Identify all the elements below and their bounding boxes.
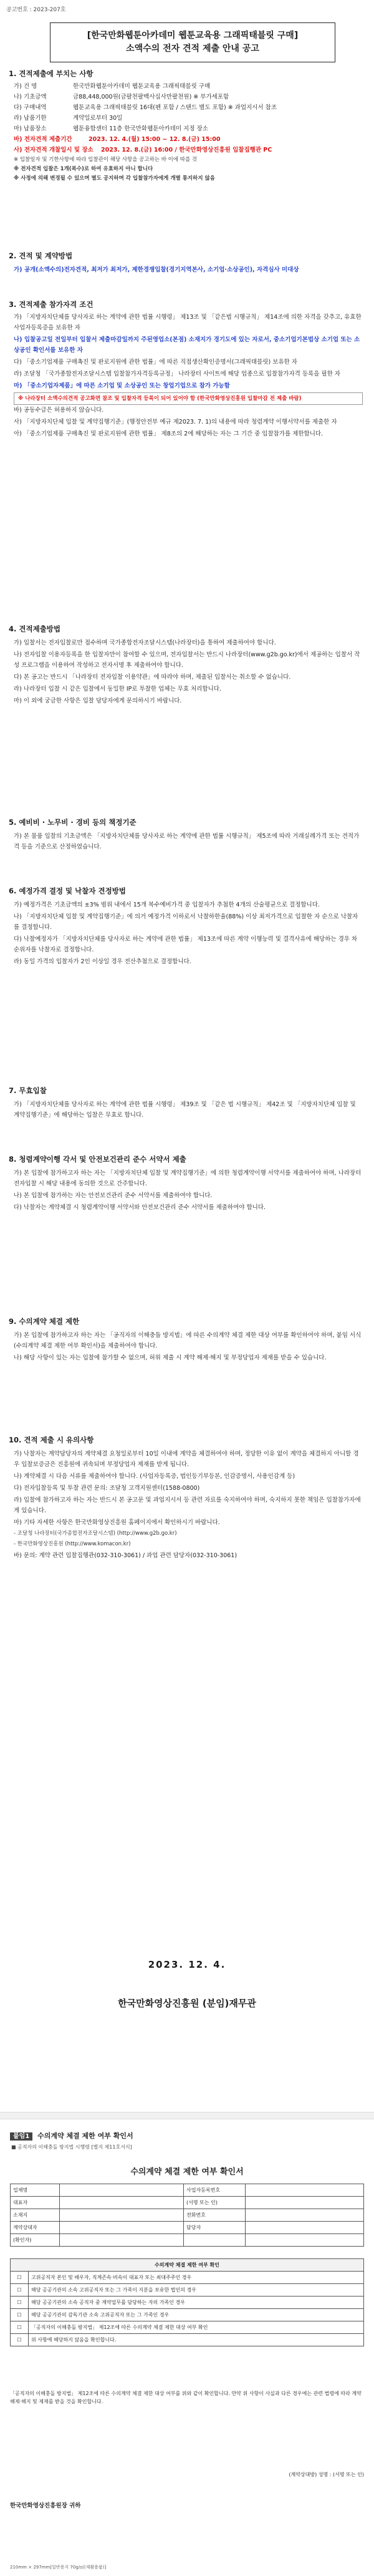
section7-heading: 7. 무효입찰	[9, 1086, 47, 1095]
page-separator	[0, 2112, 374, 2119]
notice-date: 2023. 12. 4.	[148, 1959, 226, 1970]
table-row: 수의계약 체결 제한 여부 확인	[11, 2259, 364, 2272]
sec3-para: 마) 「중소기업자제품」에 따른 소기업 및 소상공인 또는 창업기업으로 참가 가능함	[14, 382, 230, 389]
sec9-para: 나) 해당 사항이 있는 자는 입찰에 참가할 수 없으며, 허위 제출 시 계약 해제·해지 및 부정당업자 제재를 받을 수 있습니다.	[14, 1354, 327, 1361]
section7-text: 가) 「지방자치단체를 당사자로 하는 계약에 관한 법률 시행령」 제39조 및 「같은 법 시행규칙」 제42조 및 「지방자치단체 입찰 및 계약집행기준」에 해당하는 입찰은 무효로 합니다.	[14, 1101, 356, 1119]
section6-body	[14, 900, 363, 968]
sec3-para: 나) 입찰공고일 전일부터 입찰서 제출마감일까지 주된영업소(본점) 소재지가 경기도에 있는 자로서, 중소기업기본법상 소기업 또는 소상공인 확인서를 보유한 자	[14, 336, 360, 354]
form-signature-line: (계약상대방) 성명 : (서명 또는 인)	[289, 2472, 364, 2477]
section10-heading: 10. 견적 제출 시 유의사항	[9, 1436, 94, 1444]
sec1-row-opening: 사) 전자견적 개찰일시 및 장소 2023. 12. 8.(금) 16:00 / 한국만화영상진흥원 입찰집행관 PC	[14, 147, 272, 153]
table-row: (확인자)	[11, 2234, 364, 2247]
sec8-para: 가) 본 입찰에 참가하고자 하는 자는 「지방자치단체 입찰 및 계약집행기준」에 의한 청렴계약이행 서약서를 제출하여야 하며, 나라장터 전자입찰 시 해당 내용에 동의한 것으로 간주합니다.	[14, 1170, 362, 1187]
section10-body	[14, 1449, 363, 1562]
section6-heading: 6. 예정가격 결정 및 낙찰자 견정방법	[9, 887, 126, 895]
attachment-heading	[10, 2131, 133, 2141]
sec10-link: - 조달청 나라장터(국가종합전자조달시스템) (http://www.g2b.go.kr)	[14, 1530, 177, 1537]
attachment-title: 수의계약 체결 제한 여부 확인서	[37, 2132, 133, 2140]
form-note: 「공직자의 이해충돌 방지법」 제12조에 따른 수의계약 체결 제한 대상 여부를 위와 같이 확인합니다. 만약 위 사항이 사실과 다른 경우에는 관련 법령에 따라 계약 해제·해지 및 제재를 받을 것을 확인합니다.	[10, 2391, 362, 2404]
table-row: ☐ 위 사항에 해당하지 않음을 확인합니다.	[11, 2334, 364, 2346]
sec1-row-deadline: 바) 전자견적 제출기간 2023. 12. 4.(월) 15:00 ~ 12. 8.(금) 15:00	[14, 136, 221, 143]
section1-body	[14, 81, 363, 183]
sec1-row: 라) 납품기한 계약일로부터 30일	[14, 115, 123, 122]
sec10-para: 라) 입찰에 참가하고자 하는 자는 반드시 본 공고문 및 과업지시서 등 관련 자료를 숙지하여야 하며, 숙지하지 못한 책임은 입찰참가자에게 있습니다.	[14, 1497, 361, 1514]
sec10-para: 나) 계약체결 시 다음 서류를 제출하여야 합니다. (사업자등록증, 법인등기부등본, 인감증명서, 사용인감계 등)	[14, 1473, 295, 1480]
sec3-para: 가) 「지방자치단체를 당사자로 하는 계약에 관한 법률 시행령」 제13조 및 「같은법 시행규칙」 제14조에 의한 자격을 갖추고, 유효한 사업자등록증을 보유한 자	[14, 314, 362, 331]
attachment-tag: 붙임1	[10, 2132, 32, 2141]
section1-heading: 1. 견적제출에 부치는 사항	[9, 69, 94, 78]
sec1-note: ※ 사정에 의해 변경될 수 있으며 별도 공지하며 각 입찰참가자에게 개별 통지하지 않음	[14, 175, 215, 182]
form-info-table	[10, 2184, 364, 2247]
form-addressee: 한국만화영상진흥원장 귀하	[10, 2502, 81, 2509]
form-title: 수의계약 체결 제한 여부 확인서	[130, 2167, 244, 2177]
sec3-para: 다) 「중소기업제품 구매촉진 및 판로지원에 관한 법률」에 따른 직접생산확인증명서(그래픽태블릿) 보유한 자	[14, 359, 297, 366]
table-row: ☐ 해당 공공기관의 소속 고위공직자 또는 그 가족이 지분을 보유한 법인의 경우	[11, 2284, 364, 2297]
sec4-para: 라) 나라장터 입찰 시 같은 입찰에서 동일한 IP로 투찰한 업체는 무효 처리합니다.	[14, 686, 221, 693]
section4-body	[14, 638, 363, 707]
sec4-para: 마) 이 외에 궁금한 사항은 입찰 담당자에게 문의하시기 바랍니다.	[14, 697, 182, 704]
sec1-row: 다) 구매내역 웹툰교육용 그래픽태블릿 16대(펜 포함 / 스탠드 별도 포함) ※ 과업지시서 참조	[14, 104, 277, 111]
table-row: 계약상대자 담당자	[11, 2222, 364, 2234]
section2-heading: 2. 견적 및 계약방법	[9, 251, 73, 260]
section3-body	[14, 312, 363, 440]
sec8-para: 나) 본 입찰에 참가하는 자는 안전보건관리 준수 서약서를 제출하여야 합니다.	[14, 1192, 213, 1199]
sec6-para: 라) 동일 가격의 입찰자가 2인 이상일 경우 전산추첨으로 결정합니다.	[14, 958, 191, 965]
section9-heading: 9. 수의계약 체결 제한	[9, 1317, 80, 1326]
checkbox[interactable]: ☐	[11, 2334, 29, 2346]
sec8-para: 다) 낙찰자는 계약체결 시 청렴계약이행 서약서와 안전보건관리 준수 서약서를 제출하여야 합니다.	[14, 1204, 266, 1211]
table-row: ☐ 「공직자의 이해충돌 방지법」 제12조에 따른 수의계약 체결 제한 대상 여부 확인	[11, 2321, 364, 2334]
section3-heading: 3. 견적제출 참가자격 조건	[9, 300, 94, 309]
sec4-para: 다) 본 공고는 반드시 「나라장터 전자입찰 이용약관」에 따라야 하며, 제출된 입찰서는 취소할 수 없습니다.	[14, 674, 291, 681]
table-row: 소재지 전화번호	[11, 2209, 364, 2222]
form-check-table	[10, 2258, 364, 2346]
table-row: ☐ 해당 공공기관의 소속 공직자 중 계약업무를 담당하는 자의 가족인 경우	[11, 2297, 364, 2309]
sec6-para: 나) 「지방자치단체 입찰 및 계약집행기준」에 의거 예정가격 이하로서 낙찰하한율(88%) 이상 최저가격으로 입찰한 자 순으로 낙찰자를 결정합니다.	[14, 913, 358, 931]
section2-item: 가) 공개(소액수의)전자견적, 최저가 최저가, 제한경쟁입찰(경기지역본사, 소기업·소상공인), 자격심사 미대상	[14, 266, 299, 273]
sec1-note: ※ 전자견적 입찰은 1개(복수)로 하여 유효하지 아니 합니다	[14, 166, 153, 172]
sec4-para: 가) 입찰서는 전자입찰로만 접수하며 국가종합전자조달시스템(나라장터)을 통하여 제출하여야 합니다.	[14, 639, 276, 646]
section4-heading: 4. 견적제출방법	[9, 625, 61, 633]
section9-body	[14, 1330, 363, 1364]
title-line2: 소액수의 전자 견적 제출 안내 공고	[126, 44, 259, 54]
sec10-para: 다) 전자입찰등록 및 투찰 관련 문의: 조달청 고객지원센터(1588-0800)	[14, 1485, 200, 1492]
section8-heading: 8. 청렴계약이행 각서 및 안전보건관리 준수 서약서 제출	[9, 1155, 186, 1164]
checkbox[interactable]: ☐	[11, 2272, 29, 2284]
sec10-contact: 바) 문의: 계약 관련 입찰집행관(032-310-3061) / 과업 관련 담당자(032-310-3061)	[14, 1552, 237, 1559]
form-footer: 210mm × 297mm[일반용지 70g/㎡(재활용품)]	[10, 2565, 107, 2570]
sec3-para: 아) 「중소기업제품 구매촉진 및 판로지원에 관한 법률」 제8조의 2에 해당하는 자는 그 기간 중 입찰참가를 제한합니다.	[14, 430, 324, 437]
title-line1: [한국만화웹툰아카데미 웹툰교육용 그래픽태블릿 구매]	[87, 31, 299, 41]
sec1-row: 마) 납품장소 웹툰융합센터 11층 한국만화웹툰아카데미 지정 장소	[14, 125, 208, 132]
table-row: ☐ 해당 공공기관의 감독기관 소속 고위공직자 또는 그 가족인 경우	[11, 2309, 364, 2321]
sec10-para: 가) 낙찰자는 계약담당자의 계약체결 요청일로부터 10일 이내에 계약을 체결하여야 하며, 정당한 이유 없이 계약을 체결하지 아니할 경우 입찰보증금은 진흥원에 귀속되며 부정당업자 제재를 받게 됩니다.	[14, 1451, 359, 1468]
sec3-para: 사) 「지방자치단체 입찰 및 계약집행기준」(행정안전부 예규 제2023. 7. 1)의 내용에 따라 청렴계약 이행서약서를 제출한 자	[14, 419, 337, 425]
checkbox[interactable]: ☐	[11, 2321, 29, 2334]
sec3-para: 라) 조달청 「국가종합전자조달시스템 입찰참가자격등록규정」 나라장터 사이트에 해당 업종으로 입찰참가자격 등록을 필한 자	[14, 371, 340, 377]
issuing-org: 한국만화영상진흥원 (분임)재무관	[118, 1998, 256, 2009]
checkbox[interactable]: ☐	[11, 2297, 29, 2309]
checkbox[interactable]: ☐	[11, 2309, 29, 2321]
form-legal-ref: ■ 공직자의 이해충돌 방지법 시행령 [별지 제11호서식]	[11, 2144, 132, 2150]
sec1-row: 나) 기초금액 금88,448,000원(금팔천팔백사십사만팔천원) ※ 부가세포함	[14, 94, 229, 100]
sec10-para: 마) 기타 자세한 사항은 한국만화영상진흥원 홈페이지에서 확인하시기 바랍니다.	[14, 1519, 220, 1526]
notice-title-box	[50, 22, 335, 62]
sec6-para: 다) 낙찰예정자가 「지방자치단체를 당사자로 하는 계약에 관한 법률」 제13조에 따른 계약 이행능력 및 결격사유에 해당하는 경우 차순위자를 낙찰자로 결정합니다.	[14, 936, 358, 953]
sec1-row: 가) 건 명 한국만화웹툰아카데미 웹툰교육용 그래픽태블릿 구매	[14, 83, 211, 90]
checkbox[interactable]: ☐	[11, 2284, 29, 2297]
section5-text: 가) 본 물품 입찰의 기초금액은 「지방자치단체를 당사자로 하는 계약에 관한 법률 시행규칙」 제5조에 따라 거래실례가격 또는 견적가격 등을 기준으로 산정하였습니다.	[14, 833, 360, 850]
section5-heading: 5. 예비비 · 노무비 · 경비 등의 책정기준	[9, 818, 137, 827]
sec10-link: - 한국만화영상진흥원 (http://www.komacon.kr)	[14, 1541, 131, 1547]
sec6-para: 가) 예정가격은 기초금액의 ±3% 범위 내에서 15개 복수예비가격 중 입찰자가 추첨한 4개의 산술평균으로 결정합니다.	[14, 902, 320, 908]
table-row: 업체명 사업자등록번호	[11, 2184, 364, 2197]
sec1-note: ※ 입찰일자 및 기한사항에 따라 입찰관이 해당 사항을 공고하는 바 이에 따를 것	[14, 157, 198, 163]
table-row: ☐ 고위공직자 본인 및 배우자, 직계존속·비속이 대표자 또는 최대주주인 경우	[11, 2272, 364, 2284]
sec3-para: 바) 공동수급은 허용하지 않습니다.	[14, 407, 104, 414]
section8-body	[14, 1168, 363, 1214]
notice-number: 공고번호 : 2023-207호	[6, 7, 66, 13]
table-row: 대표자 (서명 또는 인)	[11, 2197, 364, 2209]
sec4-para: 나) 전자입찰 이용자등록을 한 입찰자만이 참여할 수 있으며, 전자입찰서는 반드시 나라장터(www.g2b.go.kr)에서 제공하는 입찰서 작성 프로그램을 이용하여 작성하고 전자서명 후 제출하여야 합니다.	[14, 651, 360, 669]
sec9-para: 가) 본 입찰에 참가하고자 하는 자는 「공직자의 이해충돌 방지법」에 따른 수의계약 체결 제한 대상 여부를 확인하여야 하며, 붙임 서식(수의계약 체결 제한 여부 확인서)을 제출하여야 합니다.	[14, 1332, 362, 1349]
sec3-box-note: ※ 나라장터 소액수의견적 공고화면 참조 및 입찰자격 등록이 되어 있어야 함 (한국만화영상진흥원 입찰마감 전 제출 바람)	[14, 392, 363, 405]
